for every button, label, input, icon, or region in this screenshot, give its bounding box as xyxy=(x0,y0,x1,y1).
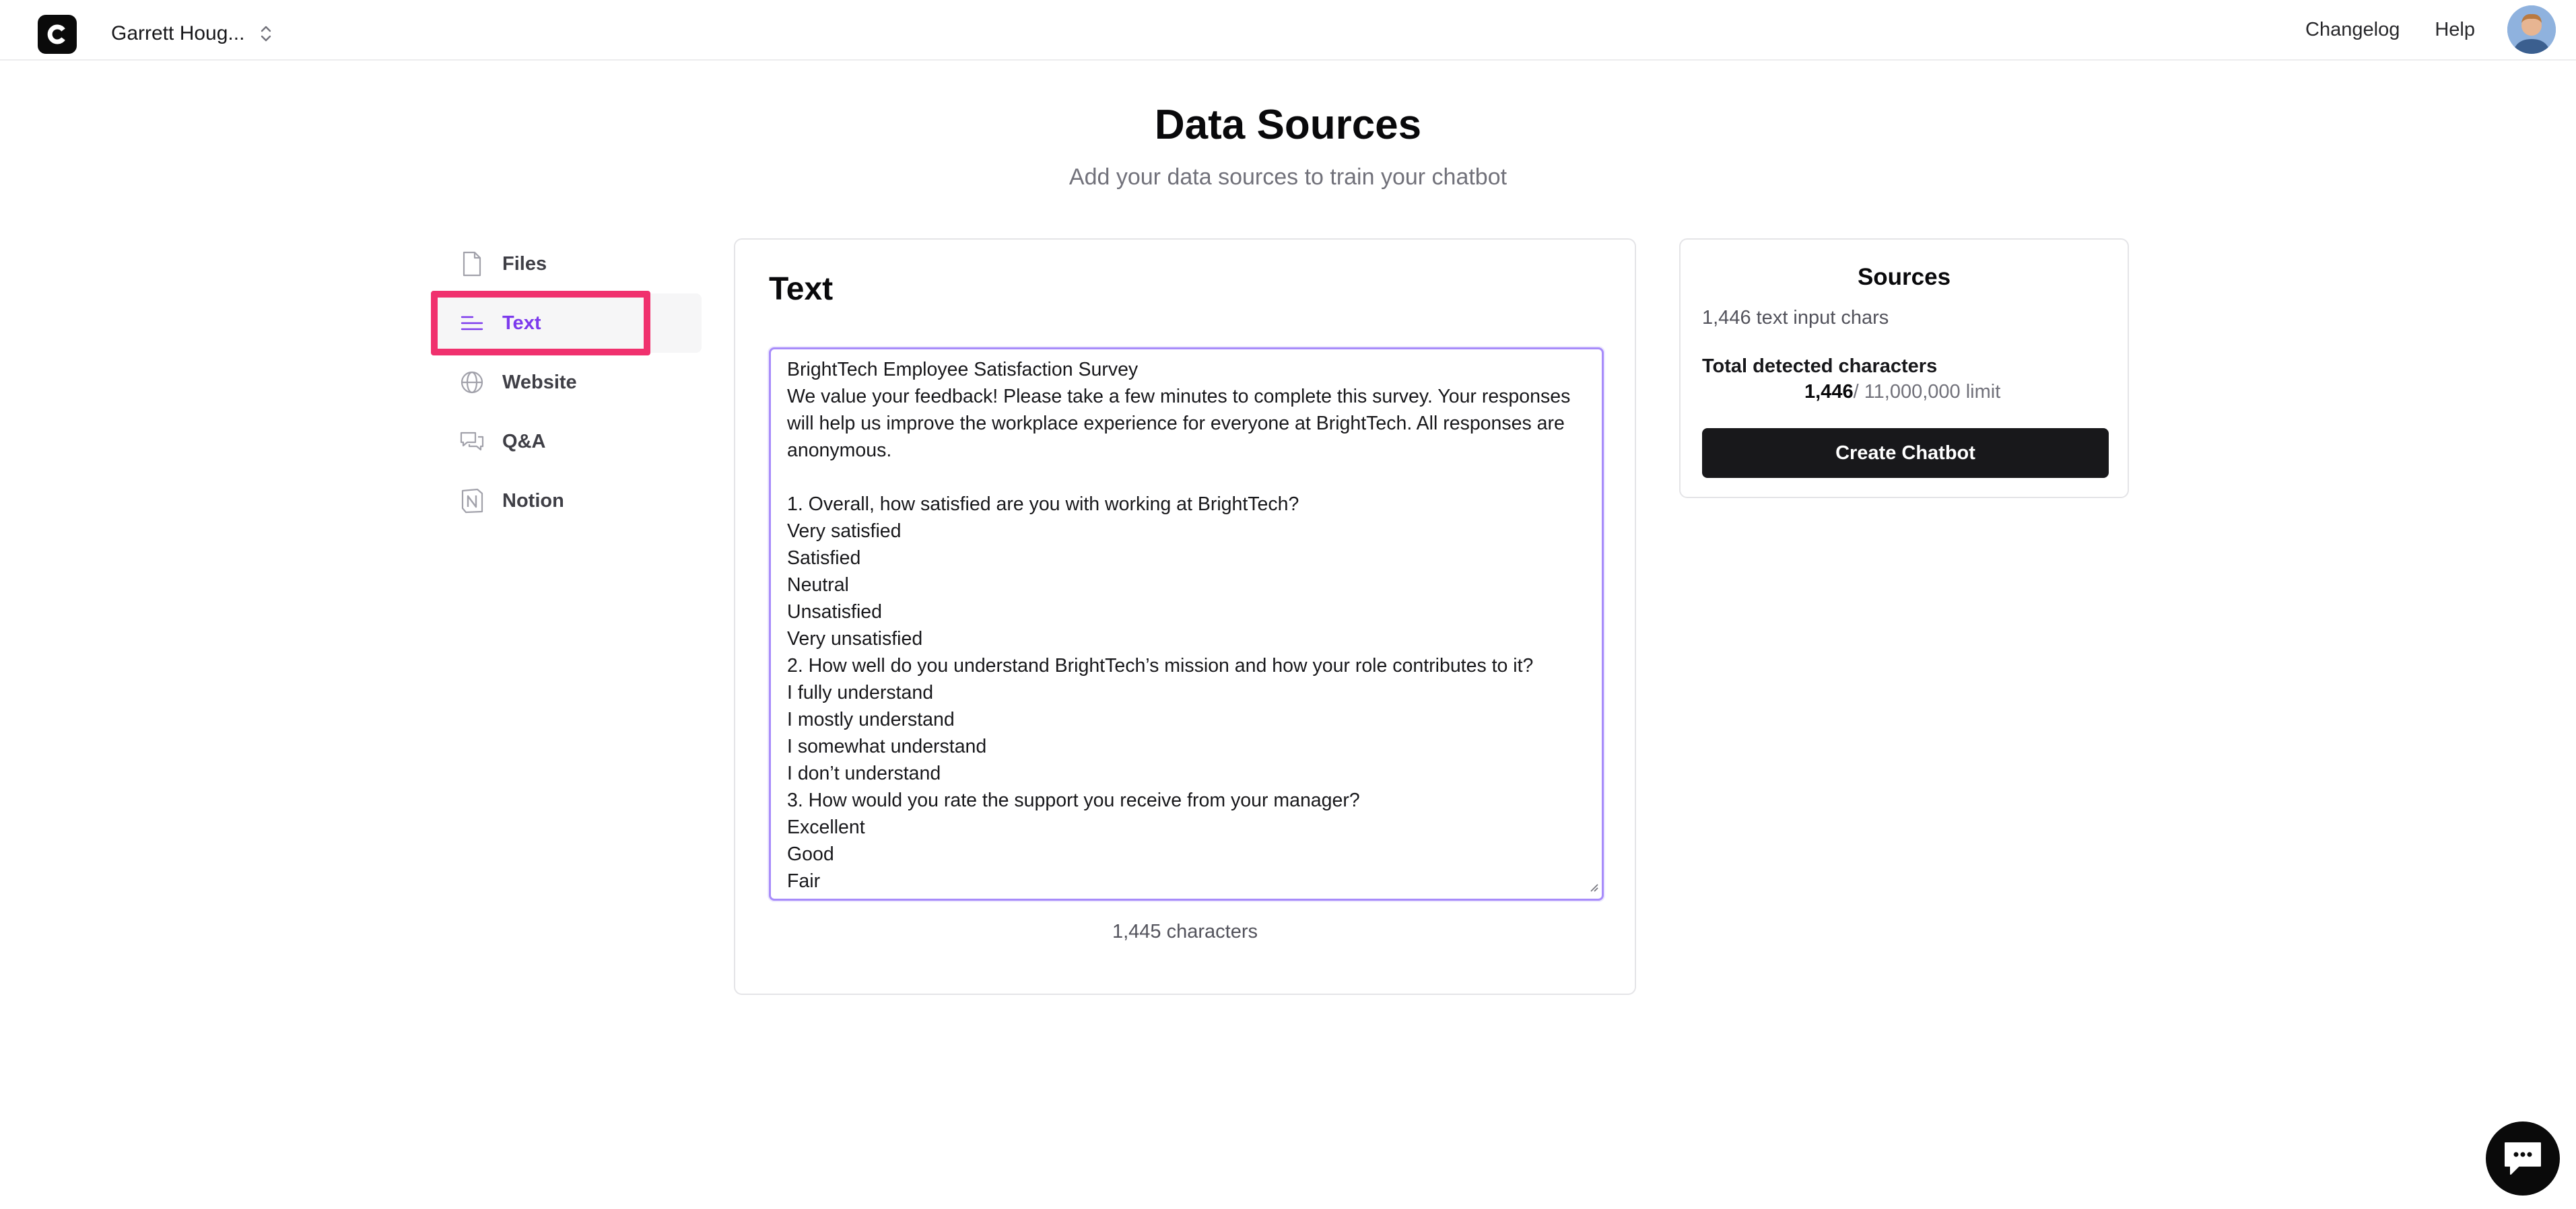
sidebar-item-text[interactable] xyxy=(432,293,702,353)
sidebar-item-notion[interactable] xyxy=(432,471,702,530)
text-input-chars: 1,446 text input chars xyxy=(1702,307,1889,329)
sidebar-item-label: Files xyxy=(502,252,547,275)
total-detected-value xyxy=(1804,381,2000,403)
notion-icon xyxy=(459,488,485,514)
character-count: 1,445 characters xyxy=(1112,921,1258,942)
sidebar-item-label: Notion xyxy=(502,489,564,512)
char-limit: / 11,000,000 limit xyxy=(1853,381,2001,403)
top-nav xyxy=(2305,0,2475,59)
help-link[interactable]: Help xyxy=(2435,18,2475,40)
globe-icon xyxy=(459,370,485,395)
avatar-person-icon xyxy=(2507,5,2556,54)
sidebar-item-website[interactable] xyxy=(432,353,702,412)
file-icon xyxy=(459,251,485,277)
sidebar-item-files[interactable] xyxy=(432,234,702,293)
page-title: Data Sources xyxy=(1154,102,1422,148)
logo-c-icon xyxy=(44,21,71,48)
page-subtitle: Add your data sources to train your chatbot xyxy=(1069,164,1507,190)
text-source-card xyxy=(734,238,1636,995)
text-card-title: Text xyxy=(769,271,834,307)
changelog-link[interactable]: Changelog xyxy=(2305,18,2400,40)
total-detected-label: Total detected characters xyxy=(1702,355,1938,377)
chevron-up-down-icon xyxy=(259,24,273,44)
user-avatar[interactable] xyxy=(2507,5,2556,54)
chat-bubbles-icon xyxy=(459,429,485,454)
app-logo[interactable] xyxy=(38,15,77,54)
sidebar-item-label: Text xyxy=(502,312,541,334)
sidebar-item-label: Website xyxy=(502,371,577,393)
chat-widget-icon xyxy=(2501,1139,2544,1178)
text-input-wrapper xyxy=(769,347,1604,901)
workspace-switcher[interactable] xyxy=(111,0,273,67)
total-char-count: 1,446 xyxy=(1804,381,1854,403)
create-chatbot-button[interactable]: Create Chatbot xyxy=(1702,428,2109,478)
resize-handle-icon[interactable] xyxy=(1588,882,1599,896)
data-source-sidebar xyxy=(432,234,702,530)
text-lines-icon xyxy=(459,310,485,336)
sources-summary-card xyxy=(1679,238,2129,498)
sidebar-item-label: Q&A xyxy=(502,430,546,452)
text-content-input[interactable] xyxy=(771,349,1602,899)
chat-widget-button[interactable] xyxy=(2486,1121,2560,1196)
sources-title: Sources xyxy=(1857,264,1951,290)
top-bar xyxy=(0,0,2576,61)
workspace-name: Garrett Houg... xyxy=(111,22,245,44)
sidebar-item-qa[interactable] xyxy=(432,412,702,471)
